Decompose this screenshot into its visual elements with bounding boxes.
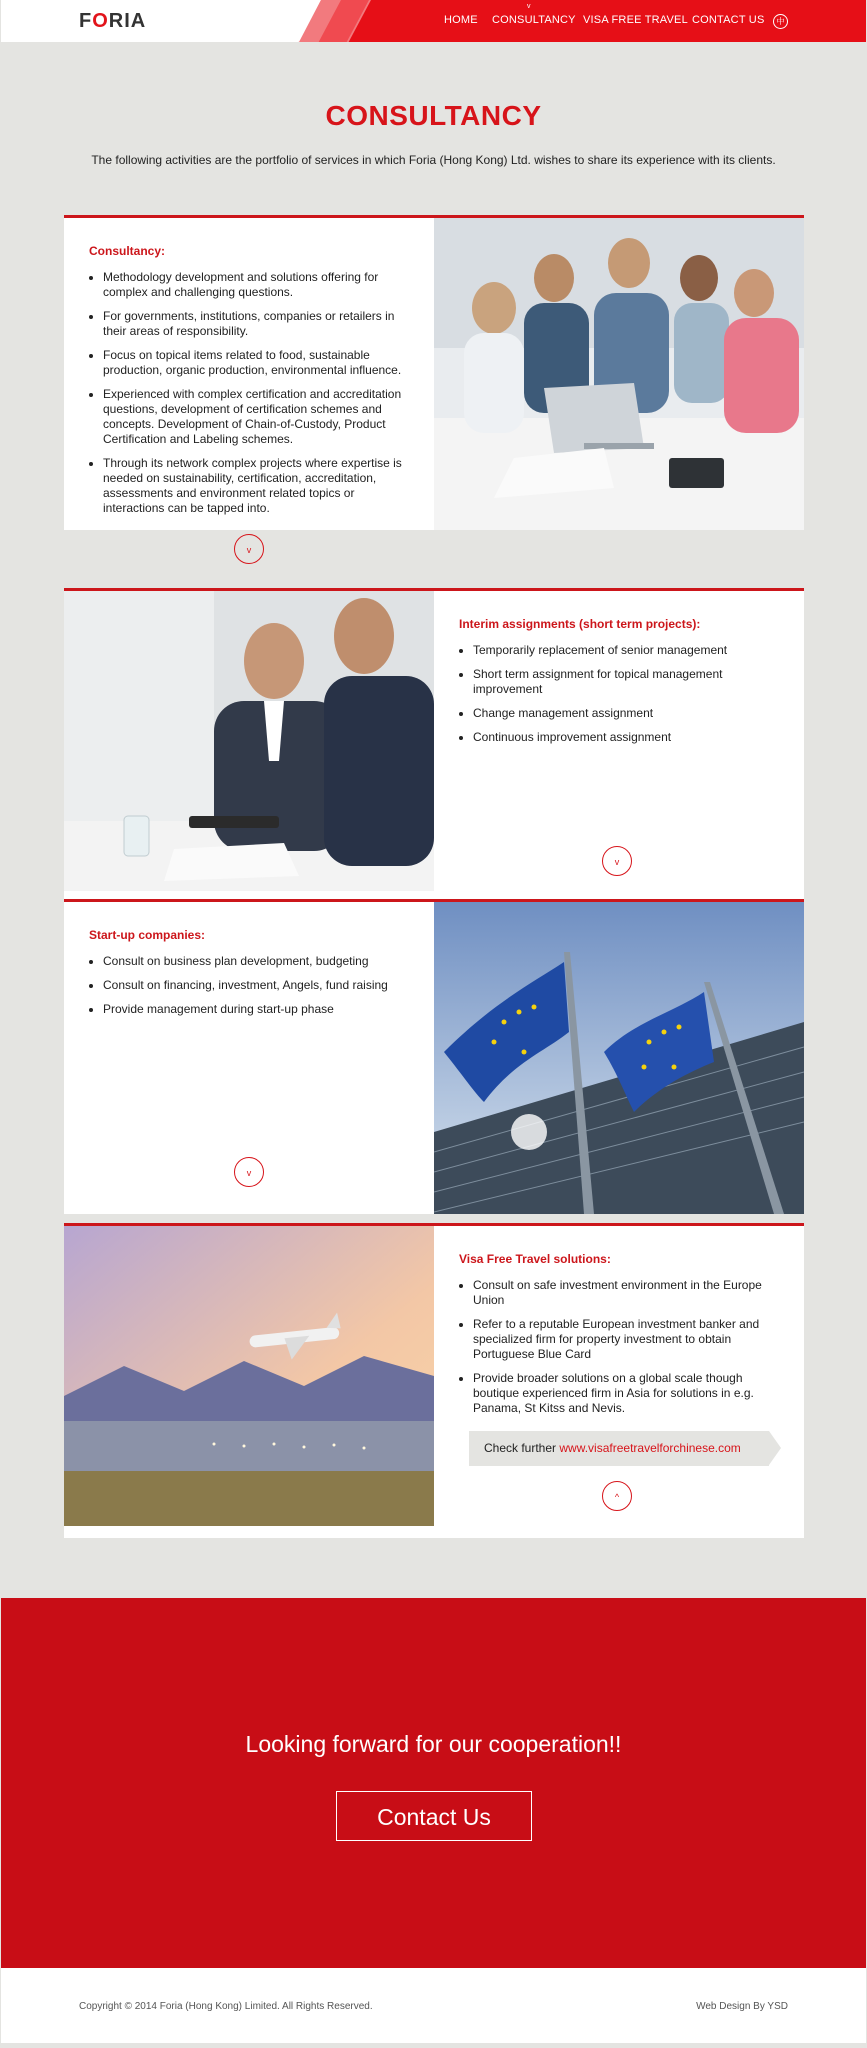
list-item: • Consult on financing, investment, Angels, fund raising bbox=[103, 978, 413, 993]
list-item: • Focus on topical items related to food, sustainable production, organic production, environmental influence. bbox=[103, 348, 413, 378]
page bbox=[1, 0, 866, 2048]
list-item: • Consult on business plan development, budgeting bbox=[103, 954, 413, 969]
nav-consultancy[interactable]: CONSULTANCY bbox=[492, 14, 576, 26]
bullet-list bbox=[89, 954, 413, 1026]
section-consultancy bbox=[64, 215, 804, 555]
check-further-banner bbox=[469, 1431, 769, 1466]
section-heading: Consultancy: bbox=[89, 244, 166, 258]
cta-headline: Looking forward for our cooperation!! bbox=[245, 1731, 622, 1757]
visa-site-link[interactable]: www.visafreetravelforchinese.com bbox=[559, 1441, 741, 1455]
airplane-photo bbox=[64, 1226, 434, 1538]
nav-contact-us[interactable]: CONTACT US bbox=[692, 14, 765, 26]
section-interim-assignments bbox=[64, 588, 804, 903]
bullet-list bbox=[459, 643, 783, 754]
logo[interactable]: FORIA bbox=[79, 10, 147, 32]
section-visa-free-travel bbox=[64, 1223, 804, 1538]
eu-flags-photo bbox=[434, 902, 804, 1214]
cta-banner bbox=[1, 1598, 866, 1968]
contact-us-button[interactable]: Contact Us bbox=[336, 1791, 532, 1841]
header bbox=[1, 0, 866, 42]
copyright-text: Copyright © 2014 Foria (Hong Kong) Limited. All Rights Reserved. bbox=[79, 2001, 373, 2012]
language-icon[interactable]: 中 bbox=[773, 14, 788, 29]
section-heading: Interim assignments (short term projects): bbox=[459, 617, 701, 631]
footer bbox=[1, 1968, 866, 2043]
list-item: • Methodology development and solutions offering for complex and challenging questions. bbox=[103, 270, 413, 300]
section-heading: Start-up companies: bbox=[89, 928, 206, 942]
list-item: • Change management assignment bbox=[473, 706, 783, 721]
expand-toggle-icon[interactable]: v bbox=[234, 534, 264, 564]
list-item: • For governments, institutions, companies or retailers in their areas of responsibility. bbox=[103, 309, 413, 339]
list-item: • Temporarily replacement of senior management bbox=[473, 643, 783, 658]
list-item: • Experienced with complex certification and accreditation questions, development of certification schemes and concepts. Development of Chain-of-Custody, Product Certification and Labeling schemes. bbox=[103, 387, 413, 447]
nav-visa-free-travel[interactable]: VISA FREE TRAVEL bbox=[583, 14, 688, 26]
list-item: • Provide management during start-up phase bbox=[103, 1002, 413, 1017]
list-item: • Through its network complex projects where expertise is needed on sustainability, certification, accreditation, assessments and environment related topics or interactions can be tapped into. bbox=[103, 456, 413, 516]
expand-toggle-icon[interactable]: v bbox=[234, 1157, 264, 1187]
check-further-label: Check further bbox=[484, 1441, 557, 1455]
bullet-list bbox=[89, 270, 413, 525]
list-item: • Short term assignment for topical management improvement bbox=[473, 667, 783, 697]
businessmen-photo bbox=[64, 591, 434, 903]
expand-toggle-icon[interactable]: v bbox=[602, 846, 632, 876]
active-indicator-icon: v bbox=[527, 3, 531, 10]
meeting-photo bbox=[434, 218, 804, 530]
section-start-up-companies bbox=[64, 899, 804, 1214]
nav-home[interactable]: HOME bbox=[444, 14, 478, 26]
main-nav bbox=[1, 0, 866, 42]
web-design-credit[interactable]: Web Design By YSD bbox=[696, 2001, 788, 2012]
collapse-toggle-icon[interactable]: ^ bbox=[602, 1481, 632, 1511]
page-intro: The following activities are the portfolio of services in which Foria (Hong Kong) Ltd. wishes to share its experience with its clients. bbox=[91, 153, 776, 167]
list-item: • Continuous improvement assignment bbox=[473, 730, 783, 745]
bullet-list bbox=[459, 1278, 783, 1425]
list-item: • Provide broader solutions on a global scale though boutique experienced firm in Asia for solutions in e.g. Panama, St Kitss and Nevis. bbox=[473, 1371, 783, 1416]
list-item: • Refer to a reputable European investment banker and specialized firm for property investment to obtain Portuguese Blue Card bbox=[473, 1317, 783, 1362]
list-item: • Consult on safe investment environment in the Europe Union bbox=[473, 1278, 783, 1308]
section-heading: Visa Free Travel solutions: bbox=[459, 1252, 611, 1266]
page-title: CONSULTANCY bbox=[325, 100, 542, 131]
